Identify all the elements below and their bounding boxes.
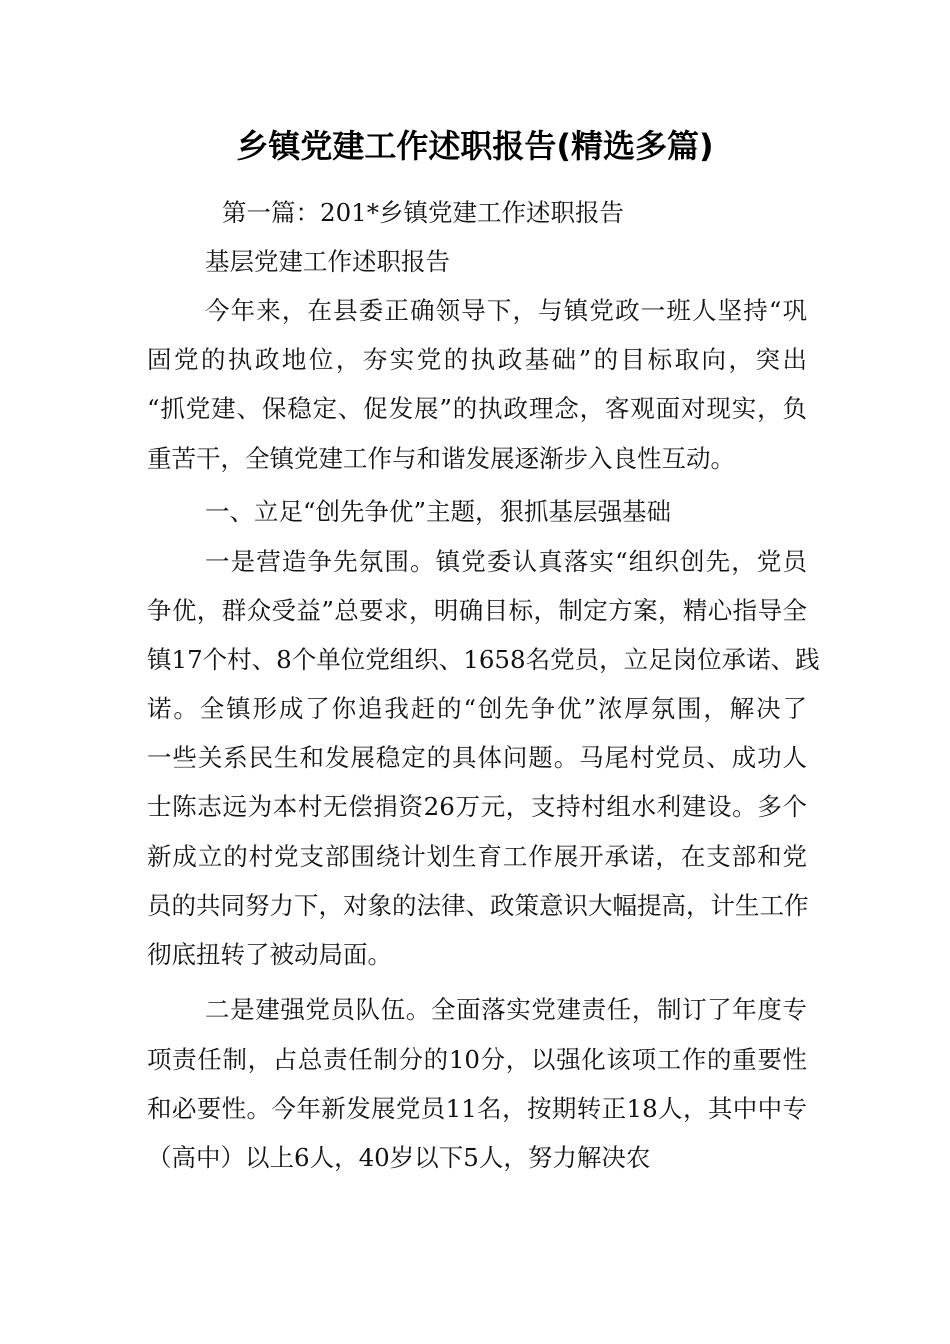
paragraph-line: 诺。全镇形成了你追我赶的“创先争优”浓厚氛围，解决了 (147, 694, 807, 723)
paragraph-line: 一是营造争先氛围。镇党委认真落实“组织创先，党员 (205, 547, 807, 576)
paragraph-line: 二是建强党员队伍。全面落实党建责任，制订了年度专 (205, 995, 807, 1024)
paragraph-line: 新成立的村党支部围绕计划生育工作展开承诺，在支部和党 (147, 842, 807, 871)
paragraph-line: 争优，群众受益”总要求，明确目标，制定方案，精心指导全 (147, 596, 807, 625)
section-heading: 第一篇：201*乡镇党建工作述职报告 (222, 198, 625, 227)
paragraph-line: 今年来，在县委正确领导下，与镇党政一班人坚持“巩 (205, 296, 807, 325)
paragraph-line: 镇17个村、8个单位党组织、1658名党员，立足岗位承诺、践 (147, 645, 820, 674)
paragraph-line: 项责任制，占总责任制分的10分，以强化该项工作的重要性 (147, 1045, 807, 1074)
paragraph-line: 一些关系民生和发展稳定的具体问题。马尾村党员、成功人 (147, 743, 807, 772)
paragraph-line: 和必要性。今年新发展党员11名，按期转正18人，其中中专 (147, 1094, 807, 1123)
paragraph-line: 重苦干，全镇党建工作与和谐发展逐渐步入良性互动。 (147, 444, 735, 473)
paragraph-line: （高中）以上6人，40岁以下5人，努力解决农 (147, 1143, 651, 1172)
paragraph-line: 员的共同努力下，对象的法律、政策意识大幅提高，计生工作 (147, 891, 809, 920)
document-title: 乡镇党建工作述职报告(精选多篇) (236, 127, 714, 165)
subtitle: 基层党建工作述职报告 (205, 247, 450, 276)
paragraph-line: “抓党建、保稳定、促发展”的执政理念，客观面对现实，负 (147, 394, 807, 423)
paragraph-line: 士陈志远为本村无偿捐资26万元，支持村组水利建设。多个 (147, 792, 807, 821)
paragraph-line: 彻底扭转了被动局面。 (147, 940, 392, 969)
section-subheading: 一、立足“创先争优”主题，狠抓基层强基础 (205, 497, 672, 526)
paragraph-line: 固党的执政地位，夯实党的执政基础”的目标取向，突出 (147, 345, 807, 374)
